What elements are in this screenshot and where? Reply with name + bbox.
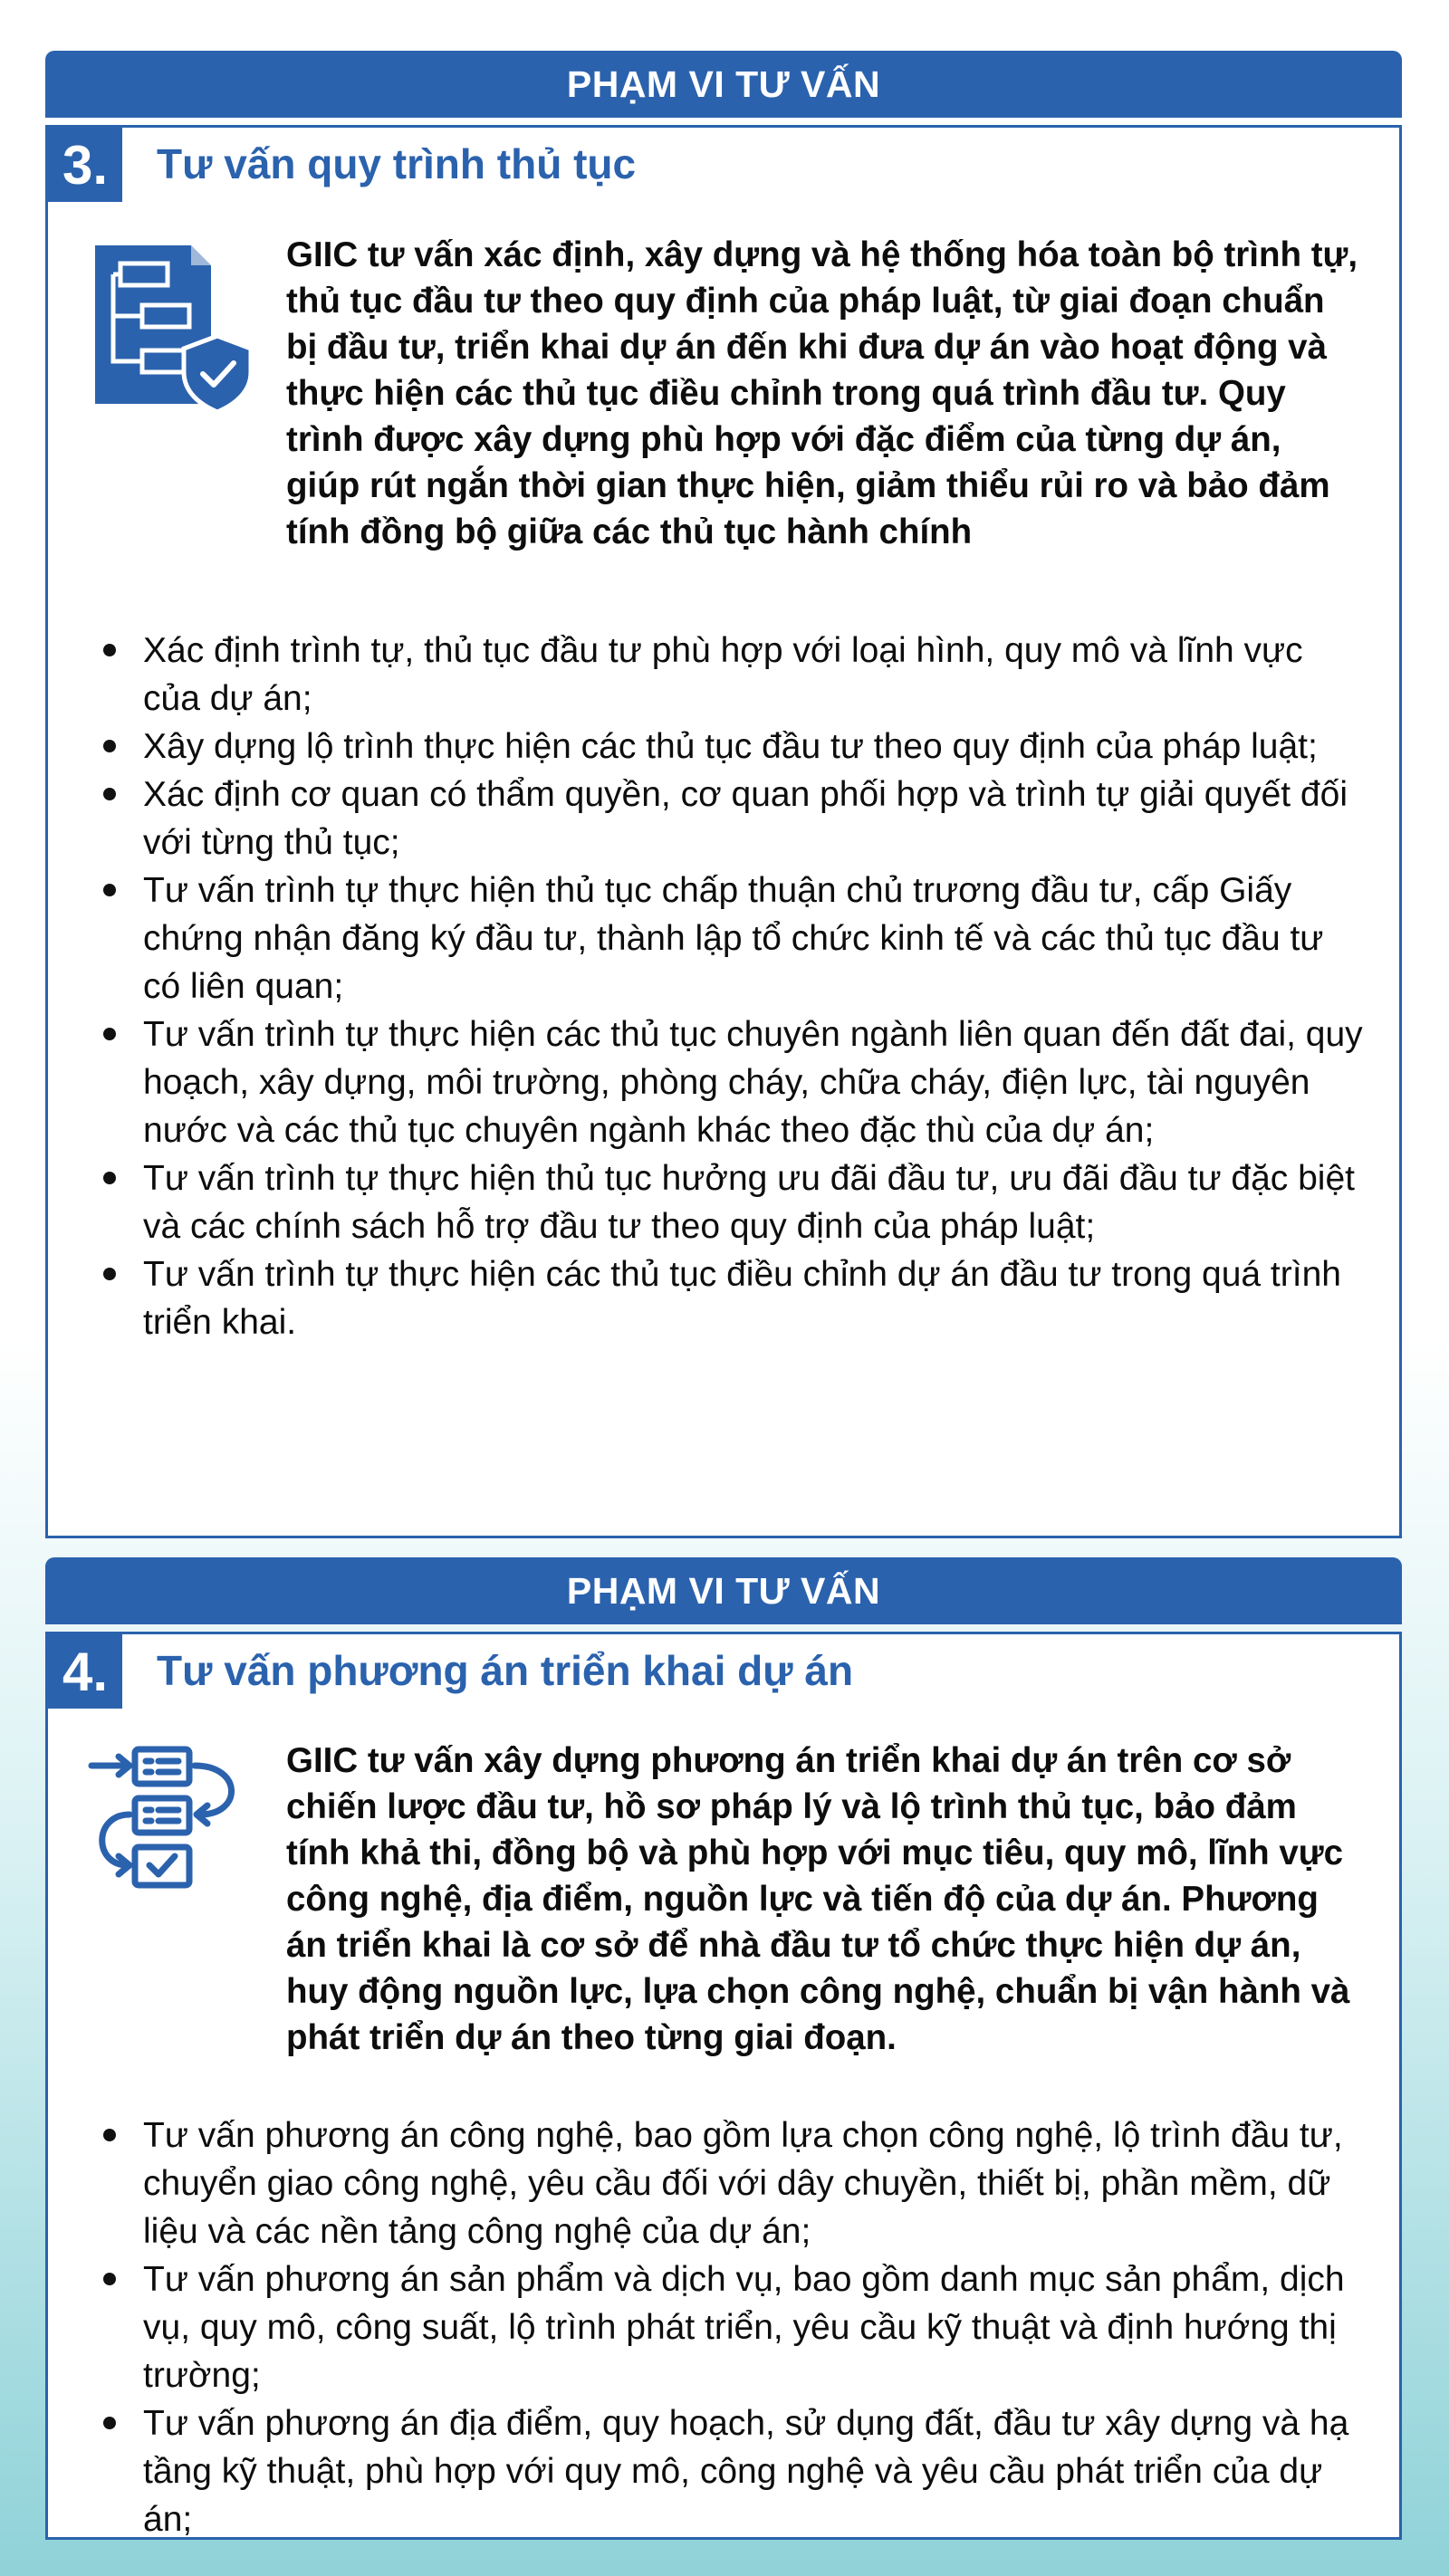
process-checklist-flow-icon [84,1738,256,1915]
list-item: Tư vấn phương án sản phẩm và dịch vụ, bao gồm danh mục sản phẩm, dịch vụ, quy mô, công suất, lộ trình phát triển, yêu cầu kỹ thuật và định hướng thị trường; [98,2255,1363,2399]
section-intro: GIIC tư vấn xác định, xây dựng và hệ thống hóa toàn bộ trình tự, thủ tục đầu tư theo quy định của pháp luật, từ giai đoạn chuẩn bị đầu tư, triển khai dự án đến khi đưa dự án vào hoạt động và thực hiện các thủ tục điều chỉnh trong quá trình đầu tư. Quy trình được xây dựng phù hợp với đặc điểm của từng dự án, giúp rút ngắn thời gian thực hiện, giảm thiểu rủi ro và bảo đảm tính đồng bộ giữa các thủ tục hành chính [286,235,1358,551]
list-item: Tư vấn trình tự thực hiện thủ tục hưởng ưu đãi đầu tư, ưu đãi đầu tư đặc biệt và các chính sách hỗ trợ đầu tư theo quy định của pháp luật; [98,1154,1363,1250]
section-intro: GIIC tư vấn xây dựng phương án triển khai dự án trên cơ sở chiến lược đầu tư, hồ sơ pháp lý và lộ trình thủ tục, bảo đảm tính khả thi, đồng bộ và phù hợp với mục tiêu, quy mô, lĩnh vực công nghệ, địa điểm, nguồn lực và tiến độ của dự án. Phương án triển khai là cơ sở để nhà đầu tư tổ chức thực hiện dự án, huy động nguồn lực, lựa chọn công nghệ, chuẩn bị vận hành và phát triển dự án theo từng giai đoạn. [286,1741,1350,2057]
section-banner: PHẠM VI TƯ VẤN [45,51,1402,118]
section-title: Tư vấn quy trình thủ tục [157,140,637,187]
section-bullet-list [98,627,1363,1346]
section-frame [45,1632,1402,2540]
section-implementation-plan [45,1557,1402,2540]
section-number: 3. [48,128,122,202]
section-bullet-list [98,2112,1363,2543]
list-item: Tư vấn trình tự thực hiện thủ tục chấp thuận chủ trương đầu tư, cấp Giấy chứng nhận đăng ký đầu tư, thành lập tổ chức kinh tế và các thủ tục đầu tư có liên quan; [98,867,1363,1010]
list-item: Tư vấn phương án địa điểm, quy hoạch, sử dụng đất, đầu tư xây dựng và hạ tầng kỹ thuật, phù hợp với quy mô, công nghệ và yêu cầu phát triển của dự án; [98,2399,1363,2543]
list-item: Xây dựng lộ trình thực hiện các thủ tục đầu tư theo quy định của pháp luật; [98,723,1363,771]
section-banner: PHẠM VI TƯ VẤN [45,1557,1402,1624]
list-item: Xác định cơ quan có thẩm quyền, cơ quan phối hợp và trình tự giải quyết đối với từng thủ tục; [98,771,1363,867]
section-procedure-consulting [45,51,1402,1538]
workflow-document-shield-icon [84,236,256,422]
list-item: Tư vấn phương án công nghệ, bao gồm lựa chọn công nghệ, lộ trình đầu tư, chuyển giao công nghệ, yêu cầu đối với dây chuyền, thiết bị, phần mềm, dữ liệu và các nền tảng công nghệ của dự án; [98,2112,1363,2255]
list-item: Tư vấn trình tự thực hiện các thủ tục chuyên ngành liên quan đến đất đai, quy hoạch, xây dựng, môi trường, phòng cháy, chữa cháy, điện lực, tài nguyên nước và các thủ tục chuyên ngành khác theo đặc thù của dự án; [98,1010,1363,1154]
section-title: Tư vấn phương án triển khai dự án [157,1647,854,1694]
list-item: Tư vấn trình tự thực hiện các thủ tục điều chỉnh dự án đầu tư trong quá trình triển khai. [98,1250,1363,1346]
section-number: 4. [48,1634,122,1709]
list-item: Xác định trình tự, thủ tục đầu tư phù hợp với loại hình, quy mô và lĩnh vực của dự án; [98,627,1363,723]
section-frame [45,125,1402,1538]
